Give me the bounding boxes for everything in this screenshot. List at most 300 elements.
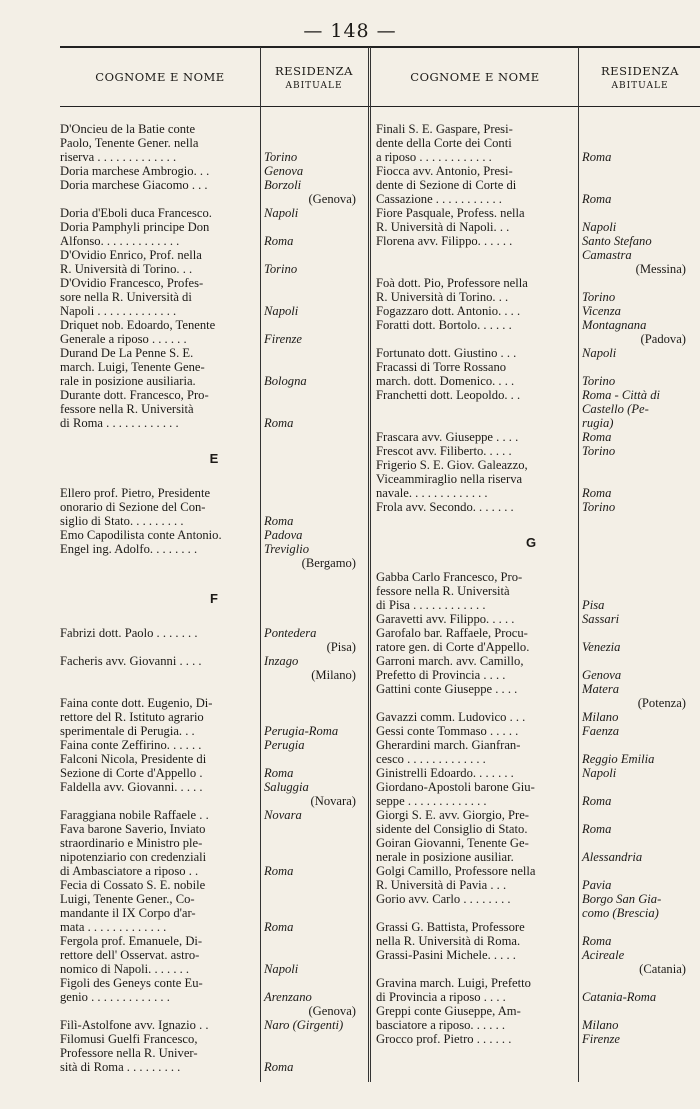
list-item (60, 780, 370, 808)
entry-name-line: Fiore Pasquale, Profess. nella (376, 206, 525, 220)
list-item (376, 948, 700, 976)
entry-name-line: Frola avv. Secondo. . . . . . . (376, 500, 514, 514)
header-residence-left: RESIDENZA ABITUALE (275, 63, 353, 91)
list-item (60, 486, 370, 528)
entry-residence (576, 780, 700, 794)
entry-residence (576, 178, 700, 192)
entry-residence (576, 654, 700, 668)
page-number: — 148 — (303, 20, 397, 42)
entry-name-line: straordinario e Ministro ple- (60, 836, 203, 850)
entry-residence (576, 864, 700, 878)
entry-residence: Firenze (582, 1032, 621, 1046)
entry-name-line: dente di Sezione di Corte di (376, 178, 517, 192)
entry-name-line: Doria d'Eboli duca Francesco. (60, 206, 212, 220)
entry-residence: Roma (582, 822, 612, 836)
entry-residence (258, 850, 370, 864)
entry-name-line: basciatore a riposo. . . . . . (376, 1018, 506, 1032)
entry-name-line: siglio di Stato. . . . . . . . . (60, 514, 184, 528)
entry-residence (576, 276, 700, 290)
entry-name-line: Ginistrelli Edoardo. . . . . . . (376, 766, 514, 780)
entry-residence (576, 122, 700, 136)
entry-name-line: Professore nella R. Univer- (60, 1046, 198, 1060)
entry-residence: Borzoli (264, 178, 302, 192)
entry-name-line: Facheris avv. Giovanni . . . . (60, 654, 202, 668)
entry-residence: Matera (582, 682, 620, 696)
entry-residence (258, 948, 370, 962)
list-item (60, 388, 370, 430)
entry-name-line: Florena avv. Filippo. . . . . . (376, 234, 513, 248)
left-column (60, 122, 370, 1074)
entry-name-line: march. dott. Domenico. . . . (376, 374, 515, 388)
entry-residence: Roma (264, 416, 294, 430)
entry-name-line: Fogazzaro dott. Antonio. . . . (376, 304, 521, 318)
header-rule-bottom (60, 106, 700, 107)
list-item (60, 178, 370, 206)
entry-name-line: Faldella avv. Giovanni. . . . . (60, 780, 203, 794)
entry-name-line: Durante dott. Francesco, Pro- (60, 388, 209, 402)
entry-residence: Sassari (582, 612, 620, 626)
entry-residence: (Messina) (635, 262, 686, 276)
entry-residence (258, 402, 370, 416)
entry-name-line: Fava barone Saverio, Inviato (60, 822, 206, 836)
entry-name-line: Gorio avv. Carlo . . . . . . . . (376, 892, 511, 906)
right-column (376, 122, 700, 1046)
entry-name-line (60, 668, 258, 682)
entry-residence: Roma (264, 234, 294, 248)
entry-residence (258, 1046, 370, 1060)
entry-residence (258, 906, 370, 920)
entry-name-line: rale in posizione ausiliaria. (60, 374, 196, 388)
entry-name-line (376, 906, 576, 920)
list-item (60, 976, 370, 1018)
entry-name-line: sore nella R. Università di (60, 290, 192, 304)
entry-residence: Roma (582, 430, 612, 444)
entry-residence (576, 836, 700, 850)
entry-residence: Roma (582, 934, 612, 948)
entry-name-line (60, 794, 258, 808)
entry-residence: Roma (264, 920, 294, 934)
entry-residence: (Genova) (308, 1004, 356, 1018)
entry-name-line: Faina conte Zeffirino. . . . . . (60, 738, 202, 752)
entry-name-line: Giorgi S. E. avv. Giorgio, Pre- (376, 808, 529, 822)
entry-residence: rugia) (582, 416, 614, 430)
entry-name-line: sperimentale di Perugia. . . (60, 724, 195, 738)
entry-residence: Pisa (582, 598, 605, 612)
entry-residence (258, 136, 370, 150)
list-item (60, 528, 370, 542)
entry-residence: Napoli (582, 346, 617, 360)
entry-residence: Venezia (582, 640, 621, 654)
entry-residence (258, 1032, 370, 1046)
header-rule-top (60, 46, 700, 48)
entry-name-line: Grassi-Pasini Michele. . . . . (376, 948, 516, 962)
list-item (376, 682, 700, 710)
list-item (376, 836, 700, 864)
entry-name-line: Alfonso. . . . . . . . . . . . . (60, 234, 180, 248)
header-name-left: COGNOME E NOME (95, 70, 225, 84)
entry-residence: Catania-Roma (582, 990, 657, 1004)
entry-residence (258, 346, 370, 360)
entry-residence: Castello (Pe- (582, 402, 649, 416)
entry-name-line: Giordano-Apostoli barone Giu- (376, 780, 535, 794)
entry-residence (258, 122, 370, 136)
entry-residence: Perugia (264, 738, 305, 752)
entry-name-line: nella R. Università di Roma. (376, 934, 521, 948)
list-item (376, 430, 700, 444)
entry-name-line: Faina conte dott. Eugenio, Di- (60, 696, 213, 710)
entry-residence (258, 500, 370, 514)
entry-name-line: Filì-Astolfone avv. Ignazio . . (60, 1018, 209, 1032)
entry-name-line: Gessi conte Tommaso . . . . . (376, 724, 519, 738)
entry-name-line: sidente del Consiglio di Stato. (376, 822, 528, 836)
list-item (376, 122, 700, 164)
entry-name-line: D'Ovidio Francesco, Profes- (60, 276, 204, 290)
entry-residence (576, 164, 700, 178)
list-item (60, 346, 370, 388)
entry-name-line: Garroni march. avv. Camillo, (376, 654, 524, 668)
entry-name-line (376, 332, 576, 346)
entry-name-line: fessore nella R. Università (60, 402, 194, 416)
entry-residence: (Padova) (640, 332, 686, 346)
entry-residence: (Milano) (311, 668, 356, 682)
entry-name-line: Frascara avv. Giuseppe . . . . (376, 430, 519, 444)
entry-name-line: Franchetti dott. Leopoldo. . . (376, 388, 521, 402)
entry-name-line: di Provincia a riposo . . . . (376, 990, 506, 1004)
entry-residence: como (Brescia) (582, 906, 659, 920)
entry-name-line: Garavetti avv. Filippo. . . . . (376, 612, 515, 626)
entry-name-line (376, 696, 576, 710)
list-item (376, 318, 700, 346)
entry-residence: Bologna (264, 374, 307, 388)
entry-name-line: mata . . . . . . . . . . . . . (60, 920, 167, 934)
entry-name-line: Luigi, Tenente Gener., Co- (60, 892, 195, 906)
entry-residence: Naro (Girgenti) (264, 1018, 344, 1032)
entry-residence: Pavia (582, 878, 612, 892)
list-item (60, 220, 370, 248)
list-item (376, 654, 700, 682)
entry-residence (258, 836, 370, 850)
list-item (60, 206, 370, 220)
entry-residence (258, 360, 370, 374)
entry-name-line: Falconi Nicola, Presidente di (60, 752, 207, 766)
entry-name-line: Ellero prof. Pietro, Presidente (60, 486, 211, 500)
entry-name-line: Fracassi di Torre Rossano (376, 360, 507, 374)
entry-residence: Borgo San Gia- (582, 892, 662, 906)
entry-residence: Torino (264, 262, 298, 276)
entry-residence: (Pisa) (326, 640, 356, 654)
entry-name-line (376, 248, 576, 262)
list-item (60, 738, 370, 752)
entry-name-line: Grocco prof. Pietro . . . . . . (376, 1032, 512, 1046)
entry-residence: (Novara) (310, 794, 356, 808)
entry-name-line: nipotenziario con credenziali (60, 850, 207, 864)
entry-residence: Acireale (582, 948, 625, 962)
entry-residence: Torino (582, 444, 616, 458)
entry-name-line: Doria marchese Ambrogio. . . (60, 164, 210, 178)
entry-name-line: seppe . . . . . . . . . . . . . (376, 794, 487, 808)
entry-name-line: nerale in posizione ausiliar. (376, 850, 514, 864)
list-item (60, 542, 370, 570)
entry-name-line: Emo Capodilista conte Antonio. (60, 528, 222, 542)
entry-residence: Napoli (582, 220, 617, 234)
entry-residence: Torino (264, 150, 298, 164)
entry-name-line: ratore gen. di Corte d'Appello. (376, 640, 530, 654)
entry-name-line: Sezione di Corte d'Appello . (60, 766, 203, 780)
entry-name-line: Filomusi Guelfi Francesco, (60, 1032, 198, 1046)
list-item (376, 500, 700, 514)
entry-name-line: D'Oncieu de la Batie conte (60, 122, 196, 136)
entry-residence: Roma (264, 514, 294, 528)
entry-residence (576, 584, 700, 598)
list-item (376, 360, 700, 388)
entry-residence (258, 934, 370, 948)
entry-name-line: Napoli . . . . . . . . . . . . . (60, 304, 177, 318)
list-item (376, 1004, 700, 1032)
entry-name-line: Fecia di Cossato S. E. nobile (60, 878, 206, 892)
entry-residence (258, 248, 370, 262)
list-item (376, 234, 700, 276)
entry-residence: Roma (582, 486, 612, 500)
entry-name-line: Fortunato dott. Giustino . . . (376, 346, 517, 360)
entry-residence: Genova (582, 668, 622, 682)
list-item (60, 808, 370, 822)
entry-name-line: R. Università di Torino. . . (376, 290, 509, 304)
entry-name-line: Viceammiraglio nella riserva (376, 472, 523, 486)
entry-residence: Perugia-Roma (264, 724, 339, 738)
list-item (60, 626, 370, 654)
entry-residence (258, 878, 370, 892)
list-item (376, 164, 700, 206)
entry-residence (258, 710, 370, 724)
list-item (376, 570, 700, 612)
entry-residence: Torino (582, 290, 616, 304)
entry-name-line: genio . . . . . . . . . . . . . (60, 990, 170, 1004)
section-letter: F (210, 591, 218, 606)
entry-residence (576, 626, 700, 640)
entry-name-line (60, 556, 258, 570)
entry-name-line: Durand De La Penne S. E. (60, 346, 194, 360)
list-item (60, 654, 370, 682)
list-item (60, 696, 370, 738)
entry-residence: Saluggia (264, 780, 309, 794)
entry-name-line: di Roma . . . . . . . . . . . . (60, 416, 179, 430)
list-item (60, 276, 370, 318)
list-item (376, 388, 700, 430)
list-item (376, 710, 700, 724)
entry-name-line: Fabrizi dott. Paolo . . . . . . . (60, 626, 198, 640)
entry-residence: (Catania) (639, 962, 686, 976)
entry-name-line: dente della Corte dei Conti (376, 136, 512, 150)
entry-residence: Vicenza (582, 304, 621, 318)
entry-name-line: cesco . . . . . . . . . . . . . (376, 752, 486, 766)
list-item (60, 1032, 370, 1074)
entry-residence (258, 318, 370, 332)
entry-residence: Faenza (582, 724, 620, 738)
entry-residence: Montagnana (582, 318, 647, 332)
entry-residence (258, 976, 370, 990)
section-letter: E (209, 451, 219, 466)
list-item (376, 626, 700, 654)
entry-name-line: a riposo . . . . . . . . . . . . (376, 150, 492, 164)
list-item (60, 752, 370, 780)
entry-name-line: nomico di Napoli. . . . . . . (60, 962, 190, 976)
entry-name-line: mandante il IX Corpo d'ar- (60, 906, 196, 920)
entry-residence: Padova (264, 528, 303, 542)
entry-residence (258, 388, 370, 402)
entry-name-line (376, 416, 576, 430)
entry-residence (258, 696, 370, 710)
entry-residence: Napoli (264, 962, 299, 976)
entry-residence: (Genova) (308, 192, 356, 206)
entry-name-line: Generale a riposo . . . . . . (60, 332, 187, 346)
list-item (376, 808, 700, 836)
entry-residence: Pontedera (264, 626, 317, 640)
entry-residence: Milano (582, 710, 619, 724)
list-item (376, 206, 700, 234)
entry-name-line: Doria Pamphyli principe Don (60, 220, 210, 234)
list-item (376, 864, 700, 892)
entry-residence (576, 1004, 700, 1018)
list-item (376, 612, 700, 626)
entry-name-line: Golgi Camillo, Professore nella (376, 864, 536, 878)
entry-name-line: Gattini conte Giuseppe . . . . (376, 682, 518, 696)
entry-residence (576, 570, 700, 584)
entry-name-line: Faraggiana nobile Raffaele . . (60, 808, 209, 822)
list-item (376, 276, 700, 304)
entry-name-line: R. Università di Napoli. . . (376, 220, 510, 234)
entry-residence (576, 976, 700, 990)
entry-name-line (376, 402, 576, 416)
list-item (376, 458, 700, 500)
entry-name-line (60, 1004, 258, 1018)
entry-name-line: Prefetto di Provincia . . . . (376, 668, 506, 682)
entry-name-line: Driquet nob. Edoardo, Tenente (60, 318, 216, 332)
entry-residence: Alessandria (582, 850, 643, 864)
list-item (376, 304, 700, 318)
entry-name-line (60, 192, 258, 206)
entry-residence: Roma (264, 766, 294, 780)
entry-residence: Reggio Emilia (582, 752, 655, 766)
list-item (60, 248, 370, 276)
entry-name-line (60, 640, 258, 654)
entry-residence: Camastra (582, 248, 632, 262)
entry-residence (258, 290, 370, 304)
entry-name-line: rettore del R. Istituto agrario (60, 710, 204, 724)
entry-residence (258, 276, 370, 290)
entry-name-line: Paolo, Tenente Gener. nella (60, 136, 199, 150)
entry-residence (576, 472, 700, 486)
list-item (60, 878, 370, 934)
entry-name-line: fessore nella R. Università (376, 584, 510, 598)
header-name-right: COGNOME E NOME (410, 70, 540, 84)
entry-residence: Napoli (264, 304, 299, 318)
entry-name-line: Gherardini march. Gianfran- (376, 738, 521, 752)
entry-residence (576, 136, 700, 150)
entry-name-line: di Pisa . . . . . . . . . . . . (376, 598, 486, 612)
entry-residence (576, 808, 700, 822)
entry-name-line: riserva . . . . . . . . . . . . . (60, 150, 177, 164)
entry-residence: Roma - Città di (582, 388, 661, 402)
entry-residence: Firenze (264, 332, 303, 346)
entry-name-line: Finali S. E. Gaspare, Presi- (376, 122, 513, 136)
list-item (376, 346, 700, 360)
entry-name-line: navale. . . . . . . . . . . . . (376, 486, 488, 500)
entry-name-line: Gabba Carlo Francesco, Pro- (376, 570, 523, 584)
entry-residence (258, 822, 370, 836)
entry-residence: Roma (582, 150, 612, 164)
entry-residence: Napoli (582, 766, 617, 780)
entry-residence (258, 752, 370, 766)
entry-residence: Roma (264, 1060, 294, 1074)
entry-name-line: Cassazione . . . . . . . . . . . (376, 192, 502, 206)
entry-residence: Roma (264, 864, 294, 878)
entry-name-line: onorario di Sezione del Con- (60, 500, 206, 514)
entry-name-line: sità di Roma . . . . . . . . . (60, 1060, 181, 1074)
list-item (376, 724, 700, 738)
entry-residence: Roma (582, 794, 612, 808)
entry-residence: Inzago (264, 654, 299, 668)
list-item (376, 738, 700, 766)
entry-name-line: D'Ovidio Enrico, Prof. nella (60, 248, 202, 262)
entry-residence: Milano (582, 1018, 619, 1032)
entry-name-line: rettore dell' Osservat. astro- (60, 948, 200, 962)
entry-name-line: Foratti dott. Bortolo. . . . . . (376, 318, 512, 332)
header-residence-right: RESIDENZA ABITUALE (601, 63, 679, 91)
list-item (60, 934, 370, 976)
entry-residence: Torino (582, 500, 616, 514)
entry-residence: Arenzano (264, 990, 312, 1004)
entry-residence (258, 486, 370, 500)
entry-residence (258, 220, 370, 234)
list-item (376, 1032, 700, 1046)
entry-residence: Napoli (264, 206, 299, 220)
entry-residence: Torino (582, 374, 616, 388)
list-item (60, 822, 370, 878)
entry-residence (258, 892, 370, 906)
list-item (376, 766, 700, 780)
entry-name-line: Goiran Giovanni, Tenente Ge- (376, 836, 529, 850)
entry-name-line: Frescot avv. Filiberto. . . . . (376, 444, 512, 458)
entry-name-line: Fergola prof. Emanuele, Di- (60, 934, 203, 948)
list-item (376, 444, 700, 458)
entry-name-line: Engel ing. Adolfo. . . . . . . . (60, 542, 198, 556)
entry-residence: (Potenza) (637, 696, 686, 710)
entry-name-line: Figoli des Geneys conte Eu- (60, 976, 203, 990)
entry-name-line: Greppi conte Giuseppe, Am- (376, 1004, 521, 1018)
entry-residence: (Bergamo) (301, 556, 356, 570)
entry-residence: Santo Stefano (582, 234, 652, 248)
entry-name-line: Gavazzi comm. Ludovico . . . (376, 710, 526, 724)
entry-name-line: Garofalo bar. Raffaele, Procu- (376, 626, 528, 640)
entry-residence: Novara (264, 808, 302, 822)
entry-name-line: Frigerio S. E. Giov. Galeazzo, (376, 458, 528, 472)
entry-name-line: di Ambasciatore a riposo . . (60, 864, 199, 878)
entry-residence: Treviglio (264, 542, 310, 556)
entry-name-line: Fiocca avv. Antonio, Presi- (376, 164, 513, 178)
list-item (60, 1018, 370, 1032)
entry-name-line: R. Università di Pavia . . . (376, 878, 507, 892)
entry-residence (576, 738, 700, 752)
list-item (60, 318, 370, 346)
list-item (60, 122, 370, 164)
section-letter: G (525, 535, 537, 550)
list-item (376, 976, 700, 1004)
entry-name-line: march. Luigi, Tenente Gene- (60, 360, 205, 374)
entry-name-line: Foà dott. Pio, Professore nella (376, 276, 528, 290)
entry-residence (576, 920, 700, 934)
entry-residence (576, 206, 700, 220)
entry-name-line (376, 962, 576, 976)
